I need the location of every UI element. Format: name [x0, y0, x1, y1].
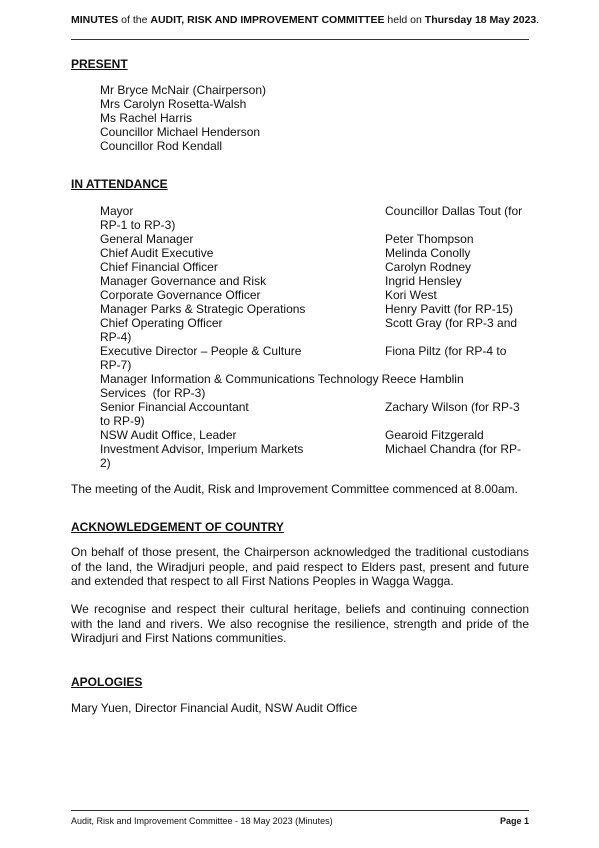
- attendance-name: Peter Thompson: [385, 232, 474, 246]
- header-of: of the: [118, 14, 151, 26]
- present-list: [100, 83, 266, 153]
- attendance-row: [100, 442, 529, 456]
- present-member: Mrs Carolyn Rosetta-Walsh: [100, 97, 247, 111]
- attendance-table: [100, 204, 529, 470]
- attendance-row: [100, 372, 529, 386]
- attendance-row: [100, 288, 529, 302]
- present-member: Councillor Michael Henderson: [100, 125, 261, 139]
- attendance-name: Gearoid Fitzgerald: [385, 428, 484, 442]
- attendance-heading: IN ATTENDANCE: [71, 177, 168, 191]
- meeting-commenced-text: The meeting of the Audit, Risk and Improvement Committee commenced at 8.00am.: [71, 482, 518, 496]
- attendance-row: [100, 400, 529, 414]
- attendance-continuation: Services (for RP-3): [100, 386, 206, 400]
- acknowledgement-paragraph: On behalf of those present, the Chairperson acknowledged the traditional custodians of the land, the Wiradjuri people, and paid respect to Elders past, present and future and extended that respect to all First Nations Peoples in Wagga Wagga.: [71, 545, 529, 588]
- apologies-text: Mary Yuen, Director Financial Audit, NSW Audit Office: [71, 701, 358, 715]
- attendance-row: [100, 274, 529, 288]
- attendance-continuation: RP-7): [100, 358, 132, 372]
- attendance-role: Manager Governance and Risk: [100, 274, 267, 288]
- header-minutes: MINUTES: [71, 14, 119, 26]
- header-held-on: held on: [384, 14, 425, 26]
- footer-title: Audit, Risk and Improvement Committee - 18 May 2023 (Minutes): [71, 816, 333, 826]
- attendance-row: [100, 232, 529, 246]
- attendance-role: Manager Information & Communications Technology: [100, 372, 379, 386]
- attendance-continuation: RP-4): [100, 330, 132, 344]
- apologies-heading: APOLOGIES: [71, 675, 143, 689]
- attendance-role: Mayor: [100, 204, 134, 218]
- footer-divider: [71, 810, 529, 811]
- attendance-role: General Manager: [100, 232, 194, 246]
- attendance-role: Chief Financial Officer: [100, 260, 218, 274]
- attendance-name: Henry Pavitt (for RP-15): [385, 302, 514, 316]
- acknowledgement-heading: ACKNOWLEDGEMENT OF COUNTRY: [71, 520, 284, 534]
- attendance-role: Chief Operating Officer: [100, 316, 223, 330]
- attendance-name: Councillor Dallas Tout (for: [385, 204, 523, 218]
- attendance-name: Scott Gray (for RP-3 and: [385, 316, 518, 330]
- attendance-continuation: 2): [100, 456, 111, 470]
- attendance-continuation: to RP-9): [100, 414, 145, 428]
- attendance-row: [100, 204, 529, 218]
- page-number: Page 1: [499, 816, 529, 826]
- header-period: .: [536, 14, 540, 26]
- attendance-row: [100, 302, 529, 316]
- attendance-name: Ingrid Hensley: [385, 274, 462, 288]
- page-header: [71, 14, 540, 26]
- attendance-name: Reece Hamblin: [381, 372, 464, 386]
- header-committee: AUDIT, RISK AND IMPROVEMENT COMMITTEE: [150, 14, 385, 26]
- attendance-name: Michael Chandra (for RP-: [385, 442, 522, 456]
- attendance-name: Kori West: [385, 288, 437, 302]
- attendance-name: Fiona Piltz (for RP-4 to: [385, 344, 507, 358]
- header-date: Thursday 18 May 2023: [424, 14, 537, 26]
- recognition-paragraph: We recognise and respect their cultural heritage, beliefs and continuing connection with the land and rivers. We also recognise the resilience, strength and pride of the Wiradjuri and First Nations communities.: [71, 602, 529, 645]
- attendance-role: NSW Audit Office, Leader: [100, 428, 237, 442]
- attendance-row: [100, 344, 529, 358]
- attendance-row: [100, 246, 529, 260]
- attendance-continuation: RP-1 to RP-3): [100, 218, 176, 232]
- present-member: Ms Rachel Harris: [100, 111, 193, 125]
- present-member: Mr Bryce McNair (Chairperson): [100, 83, 267, 97]
- attendance-name: Zachary Wilson (for RP-3: [385, 400, 520, 414]
- present-member: Councillor Rod Kendall: [100, 139, 223, 153]
- attendance-role: Manager Parks & Strategic Operations: [100, 302, 306, 316]
- attendance-row: [100, 428, 529, 442]
- attendance-role: Executive Director – People & Culture: [100, 344, 302, 358]
- attendance-row: [100, 260, 529, 274]
- header-divider: [71, 39, 529, 40]
- attendance-role: Senior Financial Accountant: [100, 400, 249, 414]
- present-heading: PRESENT: [71, 57, 128, 71]
- attendance-role: Corporate Governance Officer: [100, 288, 261, 302]
- attendance-row: [100, 316, 529, 330]
- attendance-role: Investment Advisor, Imperium Markets: [100, 442, 304, 456]
- page-footer: [71, 816, 529, 826]
- attendance-role: Chief Audit Executive: [100, 246, 214, 260]
- attendance-name: Melinda Conolly: [385, 246, 471, 260]
- attendance-name: Carolyn Rodney: [385, 260, 472, 274]
